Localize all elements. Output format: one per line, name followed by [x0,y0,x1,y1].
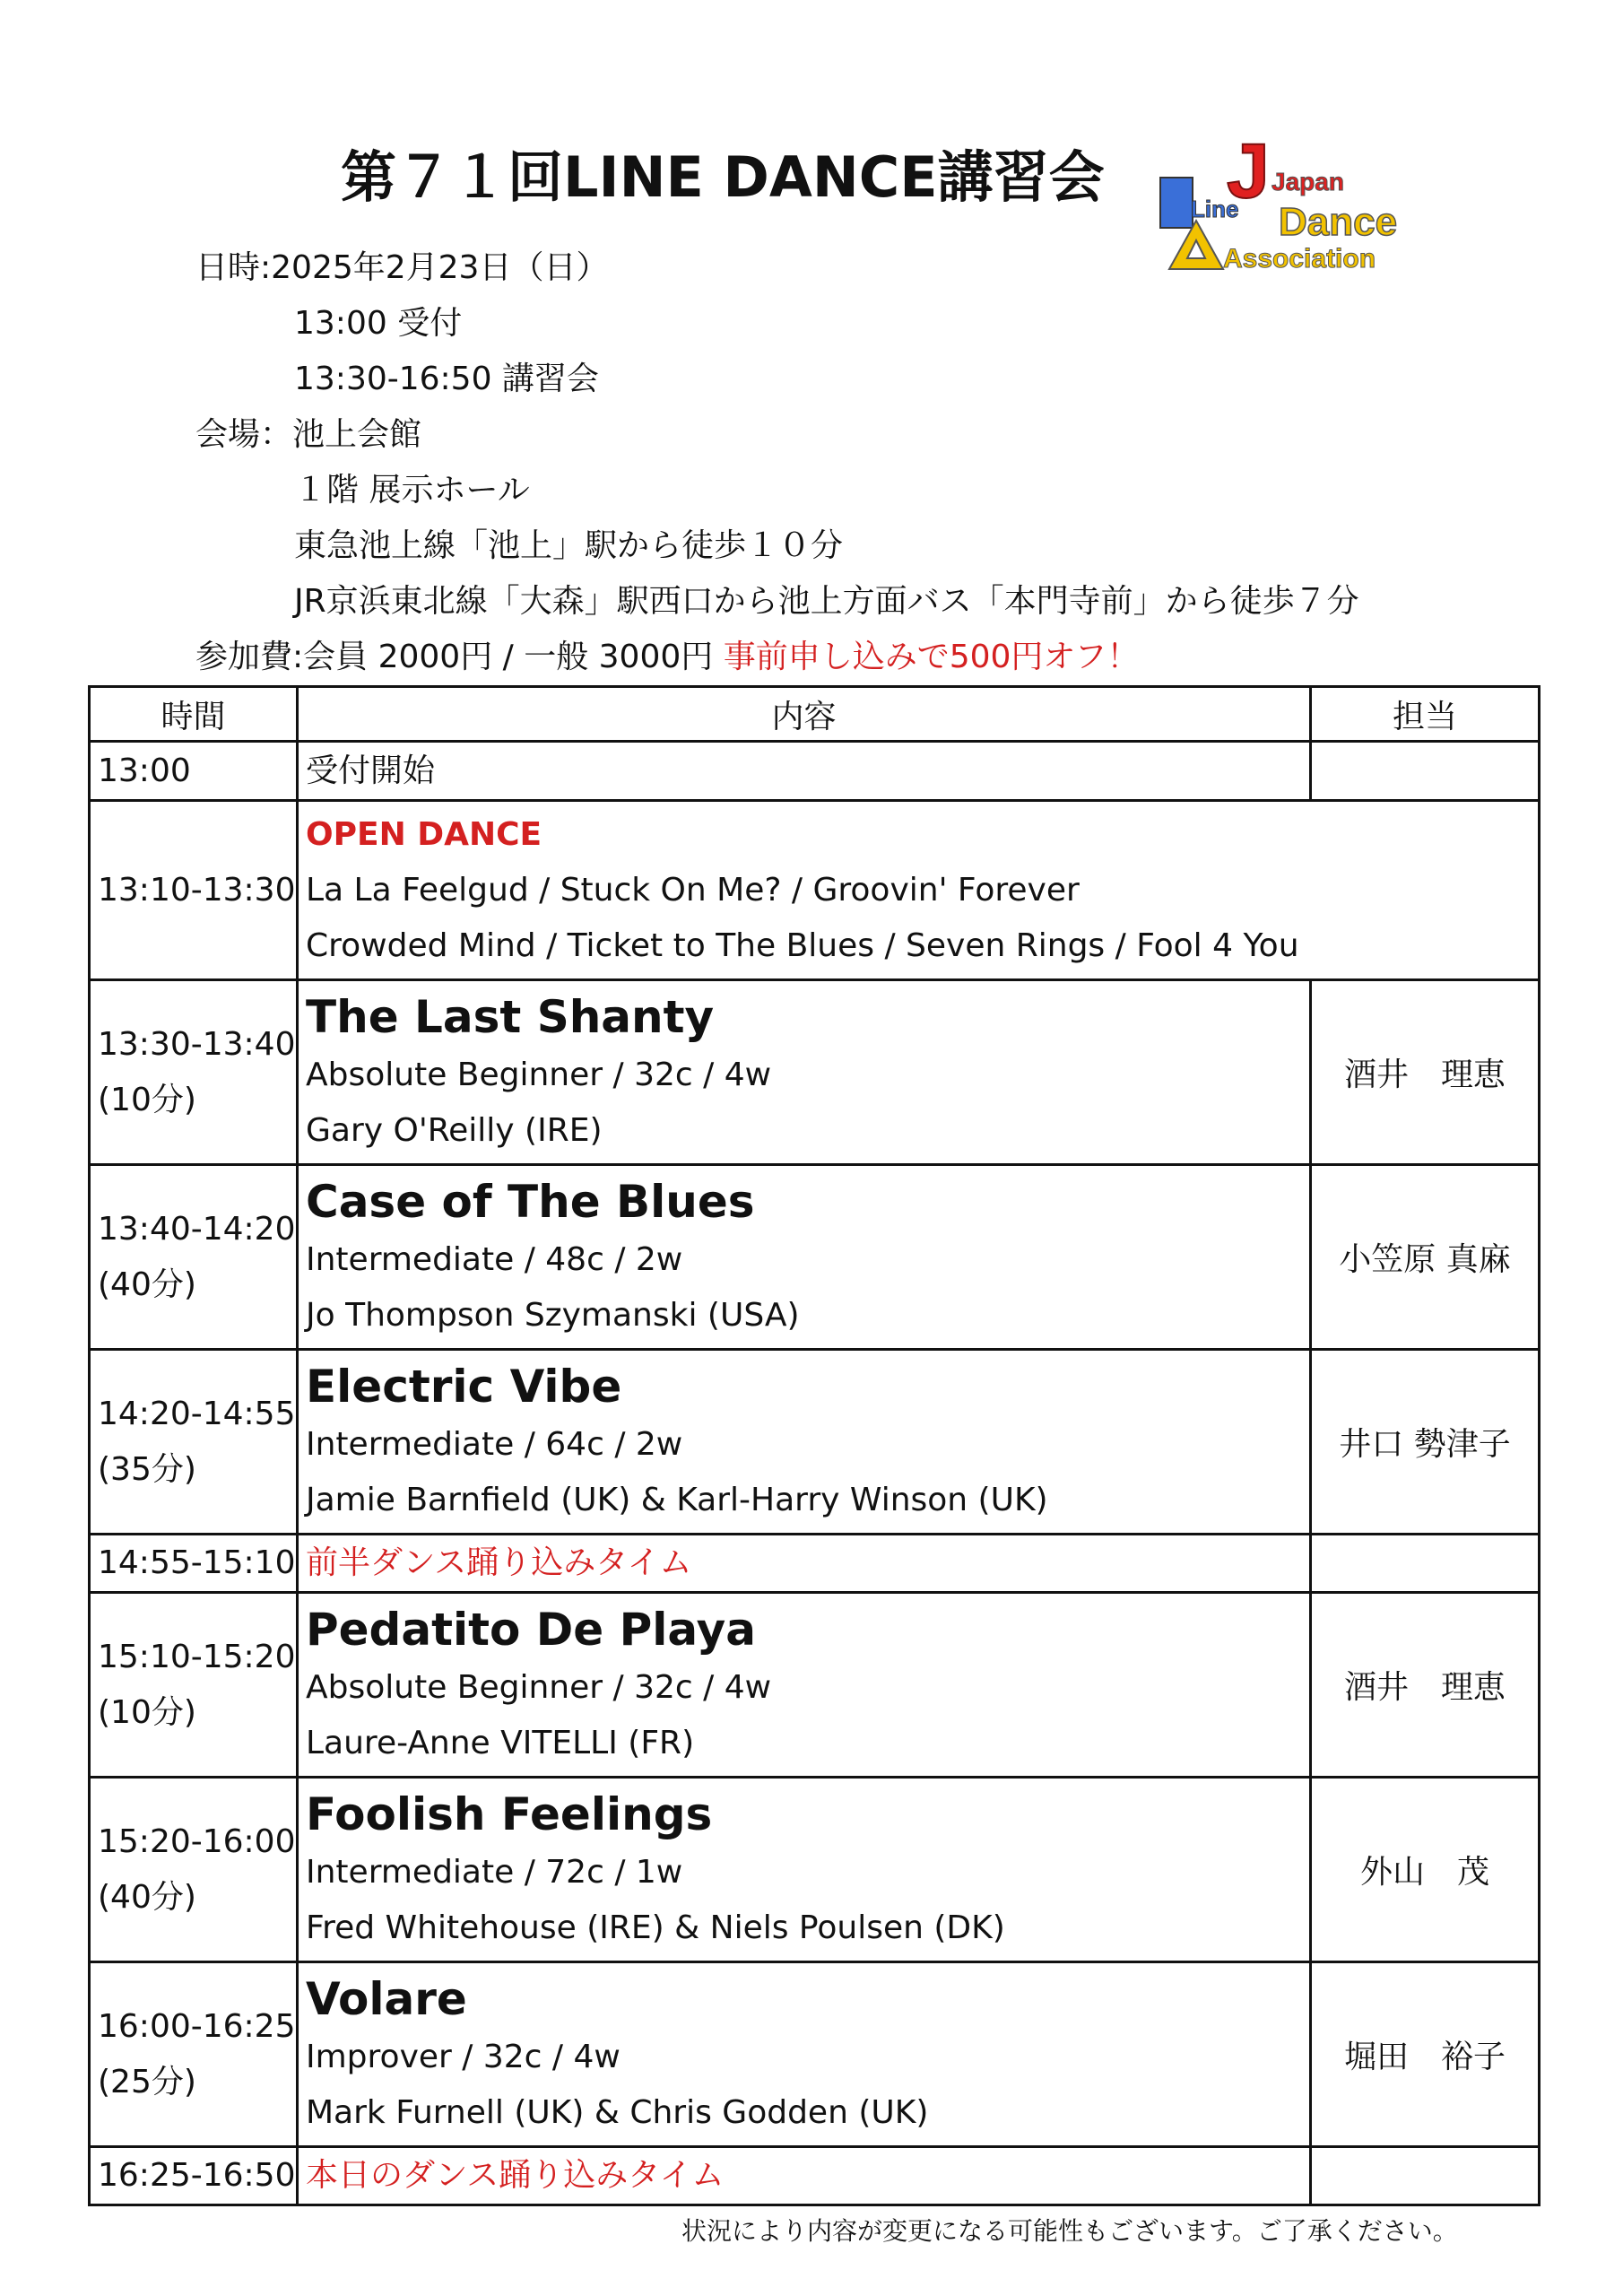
event-date: 日時:2025年2月23日（日） [195,249,609,286]
row-content: 受付開始 [298,742,1311,801]
header-instructor: 担当 [1311,687,1540,742]
access-tokyu: 東急池上線「池上」駅から徒歩１０分 [294,527,844,564]
dance-level: Intermediate / 48c / 2w [306,1240,683,1278]
time-range: 13:40-14:20 [98,1210,296,1248]
choreographer: Gary O'Reilly (IRE) [306,1111,603,1149]
page-title: 第７１回LINE DANCE講習会 [341,144,1105,210]
choreographer: Jo Thompson Szymanski (USA) [306,1296,800,1334]
duration: (25分) [98,2063,196,2100]
dance-level: Improver / 32c / 4w [306,2038,621,2075]
open-dance-label: OPEN DANCE [306,815,542,853]
fee-discount-note: 事前申し込みで500円オフ！ [723,639,1140,675]
row-time: 13:00 [90,742,298,801]
row-instructor: 酒井 理恵 [1311,1593,1540,1778]
header-time: 時間 [90,687,298,742]
dance-level: Absolute Beginner / 32c / 4w [306,1668,772,1706]
row-content: 前半ダンス踊り込みタイム [298,1535,1311,1593]
table-row [90,1962,1540,2147]
duration: (10分) [98,1081,196,1118]
row-content [298,1593,1311,1778]
table-row [90,1535,1540,1593]
table-row [90,801,1540,980]
access-jr: JR京浜東北線「大森」駅西口から池上方面バス「本門寺前」から徒歩７分 [294,583,1359,620]
logo-word-dance: Dance [1279,200,1398,244]
time-range: 15:20-16:00 [98,1822,296,1860]
duration: (40分) [98,1878,196,1916]
logo-word-line: Line [1191,196,1239,222]
dance-level: Absolute Beginner / 32c / 4w [306,1056,772,1093]
row-time [90,1165,298,1350]
row-instructor [1311,1535,1540,1593]
row-time [90,1962,298,2147]
table-row [90,1165,1540,1350]
dance-level: Intermediate / 64c / 2w [306,1425,683,1463]
dance-name: Case of The Blues [306,1175,755,1228]
choreographer: Jamie Barnfield (UK) & Karl-Harry Winson (UK) [306,1481,1048,1518]
dance-name: Foolish Feelings [306,1787,713,1840]
duration: (40分) [98,1265,196,1303]
table-row [90,1350,1540,1535]
fee-text: 参加費:会員 2000円 / 一般 3000円 [195,639,724,675]
open-dance-list-1: La La Feelgud / Stuck On Me? / Groovin' Forever [306,871,1080,909]
dance-name: Electric Vibe [306,1360,622,1413]
event-info [195,240,1359,685]
time-range: 16:00-16:25 [98,2007,296,2045]
row-time [90,1350,298,1535]
duration: (10分) [98,1693,196,1731]
table-row [90,1593,1540,1778]
logo-line-box [1160,178,1193,228]
header-content: 内容 [298,687,1311,742]
logo-letter-j: J [1227,135,1270,214]
dance-level: Intermediate / 72c / 1w [306,1853,683,1891]
row-instructor [1311,2147,1540,2205]
table-row [90,1778,1540,1962]
dance-name: Pedatito De Playa [306,1603,756,1656]
table-header-row [90,687,1540,742]
table-row [90,742,1540,801]
row-content: 本日のダンス踊り込みタイム [298,2147,1311,2205]
row-time: 14:55-15:10 [90,1535,298,1593]
dance-name: Volare [306,1972,467,2025]
reception-time: 13:00 受付 [294,305,463,342]
open-dance-list-2: Crowded Mind / Ticket to The Blues / Seven Rings / Fool 4 You [306,926,1299,964]
dance-name: The Last Shanty [306,990,715,1043]
fee [195,630,1359,685]
time-range: 13:30-13:40 [98,1025,296,1063]
venue: 会場：池上会館 [195,416,422,453]
row-content [298,1962,1311,2147]
row-instructor: 小笠原 真麻 [1311,1165,1540,1350]
row-instructor: 外山 茂 [1311,1778,1540,1962]
row-content [298,1350,1311,1535]
row-instructor [1311,742,1540,801]
duration: (35分) [98,1450,196,1488]
disclaimer-note: 状況により内容が変更になる可能性もございます。ご了承ください。 [681,2216,1458,2246]
row-time [90,1778,298,1962]
row-time: 13:10-13:30 [90,801,298,980]
row-time: 16:25-16:50 [90,2147,298,2205]
row-time [90,1593,298,1778]
schedule-table [88,685,1541,2206]
open-dance-content [298,801,1540,980]
time-range: 15:10-15:20 [98,1638,296,1675]
time-range: 14:20-14:55 [98,1395,296,1432]
row-instructor: 酒井 理恵 [1311,980,1540,1165]
choreographer: Fred Whitehouse (IRE) & Niels Poulsen (DK) [306,1909,1005,1946]
logo-word-association: Association [1223,244,1376,274]
row-content [298,1165,1311,1350]
logo-word-japan: Japan [1271,168,1344,196]
row-time [90,980,298,1165]
row-content [298,980,1311,1165]
row-instructor: 堀田 裕子 [1311,1962,1540,2147]
table-row [90,980,1540,1165]
venue-floor: １階 展示ホール [294,472,530,509]
choreographer: Laure-Anne VITELLI (FR) [306,1724,695,1761]
table-row [90,2147,1540,2205]
session-time: 13:30-16:50 講習会 [294,361,599,397]
choreographer: Mark Furnell (UK) & Chris Godden (UK) [306,2093,929,2131]
row-content [298,1778,1311,1962]
row-instructor: 井口 勢津子 [1311,1350,1540,1535]
